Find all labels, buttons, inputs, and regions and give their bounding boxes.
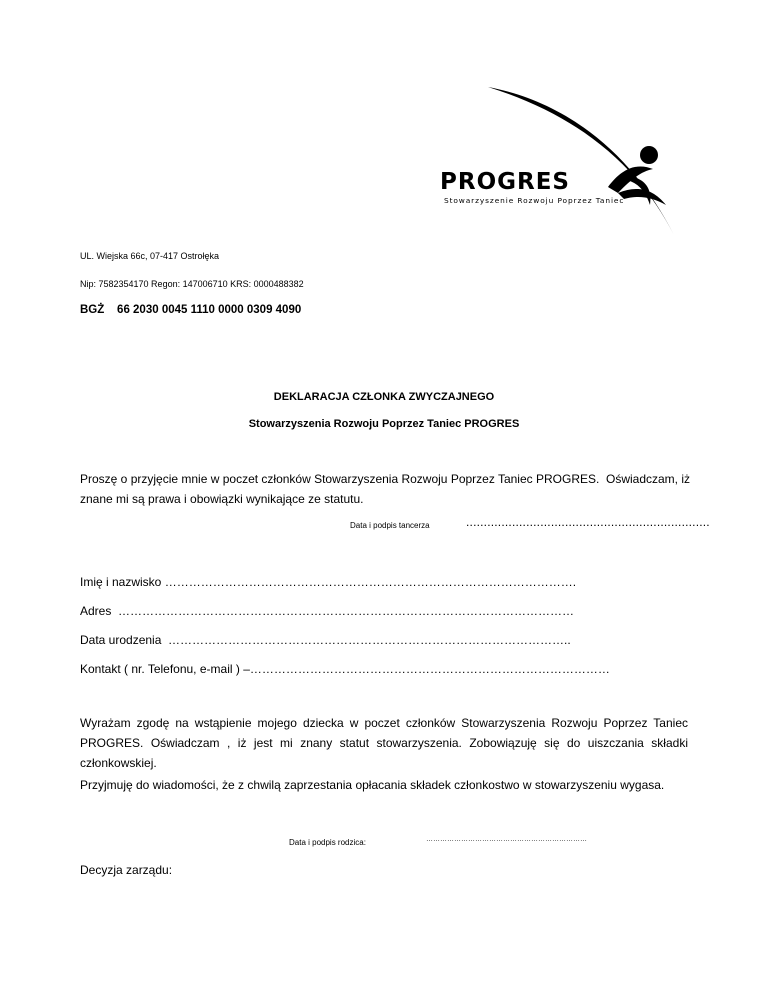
progres-logo xyxy=(438,85,686,235)
intro-line-1: Proszę o przyjęcie mnie w poczet członków Stowarzyszenia Rozwoju Poprzez Taniec PROGRES. Oświadczam, iż xyxy=(80,472,691,486)
field-address[interactable]: Adres …………………………………………………………………………………………………… xyxy=(80,604,575,618)
membership-notice: Przyjmuję do wiadomości, że z chwilą zaprzestania opłacania składek członkostwo w stowarzyszeniu wygasa. xyxy=(80,778,665,792)
intro-line-2: znane mi są prawa i obowiązki wynikające ze statutu. xyxy=(80,492,364,506)
consent-paragraph: Wyrażam zgodę na wstąpienie mojego dziecka w poczet członków Stowarzyszenia Rozwoju Poprzez Taniec PROGRES. Oświadczam , iż jest mi znany statut stowarzyszenia. Zobowiązuję się do uiszczania składki członkowskiej. xyxy=(80,716,688,770)
dancer-signature-line[interactable]: ..................................................................... xyxy=(466,515,710,529)
org-address: UL. Wiejska 66c, 07-417 Ostrołęka xyxy=(80,251,220,261)
field-birth-date[interactable]: Data urodzenia ……………………………………………………………………………………….. xyxy=(80,633,571,647)
logo-subtitle: Stowarzyszenie Rozwoju Poprzez Taniec xyxy=(444,196,625,205)
parent-signature-label: Data i podpis rodzica: xyxy=(289,838,366,847)
declaration-title: DEKLARACJA CZŁONKA ZWYCZAJNEGO xyxy=(273,391,495,403)
parent-signature-line[interactable]: …………………………………………………………… xyxy=(426,836,587,843)
logo-wordmark: PROGRES xyxy=(440,169,570,195)
field-name[interactable]: Imię i nazwisko …………………………………………………………………………………………. xyxy=(80,575,577,589)
dancer-logo-icon xyxy=(438,85,686,235)
bank-account: BGŻ 66 2030 0045 1110 0000 0309 4090 xyxy=(80,304,302,316)
dancer-signature-label: Data i podpis tancerza xyxy=(350,521,430,530)
org-registration-ids: Nip: 7582354170 Regon: 147006710 KRS: 0000488382 xyxy=(80,279,304,289)
declaration-subtitle: Stowarzyszenia Rozwoju Poprzez Taniec PROGRES xyxy=(248,418,520,430)
field-contact[interactable]: Kontakt ( nr. Telefonu, e-mail ) –……………………………………………………………………………… xyxy=(80,662,610,676)
board-decision-label: Decyzja zarządu: xyxy=(80,863,173,877)
